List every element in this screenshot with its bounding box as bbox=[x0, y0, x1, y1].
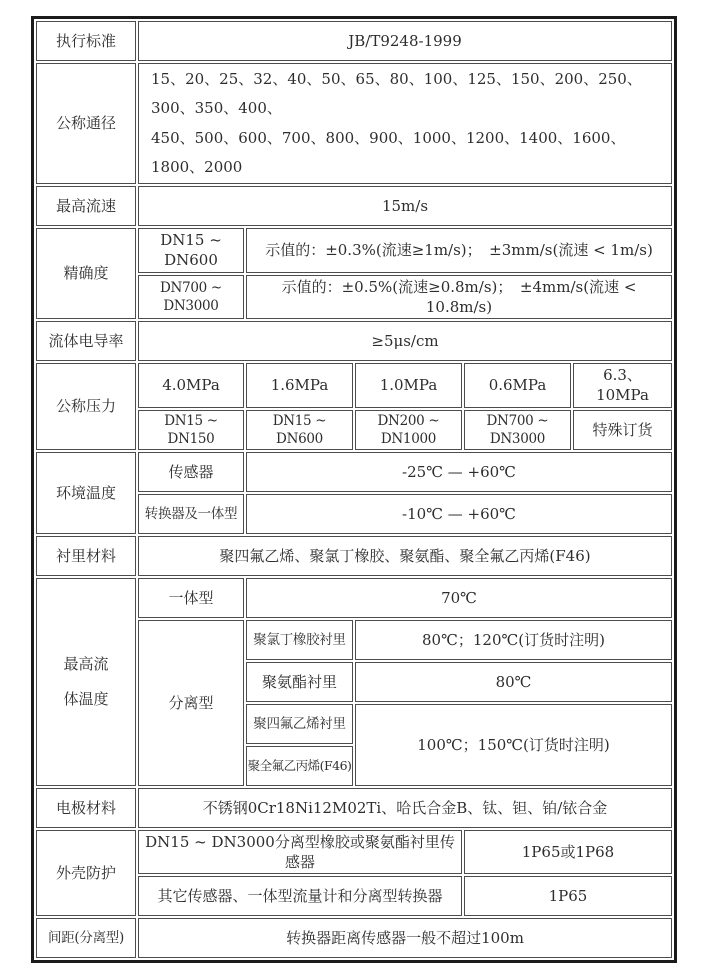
accuracy-value-2: 示值的：±0.5%(流速≥0.8m/s)； ±4mm/s(流速 < 10.8m/s) bbox=[246, 275, 672, 320]
pressure-range-2: DN15 ~ DN600 bbox=[246, 410, 353, 450]
row-conductivity bbox=[36, 321, 672, 361]
nominal-diameter-line2: 450、500、600、700、800、900、1000、1200、1400、1600、1800、2000 bbox=[151, 128, 626, 176]
ambient-temp-part-2: 转换器及一体型 bbox=[138, 494, 244, 534]
ambient-temp-part-1: 传感器 bbox=[138, 452, 244, 492]
conductivity-value: ≥5μs/cm bbox=[138, 321, 672, 361]
pressure-range-5: 特殊订货 bbox=[573, 410, 672, 450]
row-standard bbox=[36, 21, 672, 61]
ambient-temp-label: 环境温度 bbox=[36, 452, 136, 534]
pressure-value-2: 1.6MPa bbox=[246, 363, 353, 408]
fluid-temp-label-text: 最高流体温度 bbox=[63, 655, 109, 708]
ambient-temp-value-1: -25℃ — +60℃ bbox=[246, 452, 672, 492]
pressure-range-3: DN200 ~ DN1000 bbox=[355, 410, 462, 450]
pressure-label: 公称压力 bbox=[36, 363, 136, 450]
pressure-range-4: DN700 ~ DN3000 bbox=[464, 410, 571, 450]
electrode-material-label: 电极材料 bbox=[36, 788, 136, 828]
enclosure-value-1: 1P65或1P68 bbox=[464, 830, 672, 875]
fluid-temp-lining-4: 聚全氟乙丙烯(F46) bbox=[246, 746, 353, 786]
lining-material-value: 聚四氟乙烯、聚氯丁橡胶、聚氨酯、聚全氟乙丙烯(F46) bbox=[138, 536, 672, 576]
row-lining-material bbox=[36, 536, 672, 576]
lining-material-label: 衬里材料 bbox=[36, 536, 136, 576]
row-accuracy-1 bbox=[36, 228, 672, 273]
accuracy-range-1: DN15 ~ DN600 bbox=[138, 228, 244, 273]
pressure-value-1: 4.0MPa bbox=[138, 363, 244, 408]
fluid-temp-shared-value: 100℃；150℃(订货时注明) bbox=[355, 704, 672, 786]
max-velocity-value: 15m/s bbox=[138, 186, 672, 226]
fluid-temp-lining-1: 聚氯丁橡胶衬里 bbox=[246, 620, 353, 660]
accuracy-value-1: 示值的：±0.3%(流速≥1m/s)； ±3mm/s(流速 < 1m/s) bbox=[246, 228, 672, 273]
pressure-value-3: 1.0MPa bbox=[355, 363, 462, 408]
fluid-temp-lining-value-1: 80℃；120℃(订货时注明) bbox=[355, 620, 672, 660]
nominal-diameter-label: 公称通径 bbox=[36, 63, 136, 184]
fluid-temp-lining-2: 聚氨酯衬里 bbox=[246, 662, 353, 702]
fluid-temp-lining-3: 聚四氟乙烯衬里 bbox=[246, 704, 353, 744]
row-nominal-diameter bbox=[36, 63, 672, 184]
max-velocity-label: 最高流速 bbox=[36, 186, 136, 226]
pressure-range-1: DN15 ~ DN150 bbox=[138, 410, 244, 450]
enclosure-value-2: 1P65 bbox=[464, 876, 672, 916]
pressure-value-4: 0.6MPa bbox=[464, 363, 571, 408]
standard-label: 执行标准 bbox=[36, 21, 136, 61]
conductivity-label: 流体电导率 bbox=[36, 321, 136, 361]
fluid-temp-integrated-value: 70℃ bbox=[246, 578, 672, 618]
separation-distance-value: 转换器距离传感器一般不超过100m bbox=[138, 918, 672, 958]
standard-value: JB/T9248-1999 bbox=[138, 21, 672, 61]
row-enclosure-1 bbox=[36, 830, 672, 875]
accuracy-label: 精确度 bbox=[36, 228, 136, 319]
nominal-diameter-value bbox=[138, 63, 672, 184]
enclosure-scope-2: 其它传感器、一体型流量计和分离型转换器 bbox=[138, 876, 462, 916]
row-separation-distance bbox=[36, 918, 672, 958]
fluid-temp-separate-type: 分离型 bbox=[138, 620, 244, 786]
spec-table bbox=[31, 16, 677, 963]
electrode-material-value: 不锈钢0Cr18Ni12M02Ti、哈氏合金B、钛、钽、铂/铱合金 bbox=[138, 788, 672, 828]
row-pressure-values bbox=[36, 363, 672, 408]
enclosure-scope-1: DN15 ~ DN3000分离型橡胶或聚氨酯衬里传感器 bbox=[138, 830, 462, 875]
row-electrode-material bbox=[36, 788, 672, 828]
separation-distance-label: 间距(分离型) bbox=[36, 918, 136, 958]
nominal-diameter-line1: 15、20、25、32、40、50、65、80、100、125、150、200、250、300、350、400、 bbox=[151, 70, 642, 118]
pressure-value-5: 6.3、10MPa bbox=[573, 363, 672, 408]
row-max-velocity bbox=[36, 186, 672, 226]
fluid-temp-lining-value-2: 80℃ bbox=[355, 662, 672, 702]
accuracy-range-2: DN700 ~ DN3000 bbox=[138, 275, 244, 320]
fluid-temp-label bbox=[36, 578, 136, 786]
enclosure-label: 外壳防护 bbox=[36, 830, 136, 917]
row-fluid-temp-integrated bbox=[36, 578, 672, 618]
ambient-temp-value-2: -10℃ — +60℃ bbox=[246, 494, 672, 534]
fluid-temp-integrated-type: 一体型 bbox=[138, 578, 244, 618]
row-ambient-temp-1 bbox=[36, 452, 672, 492]
